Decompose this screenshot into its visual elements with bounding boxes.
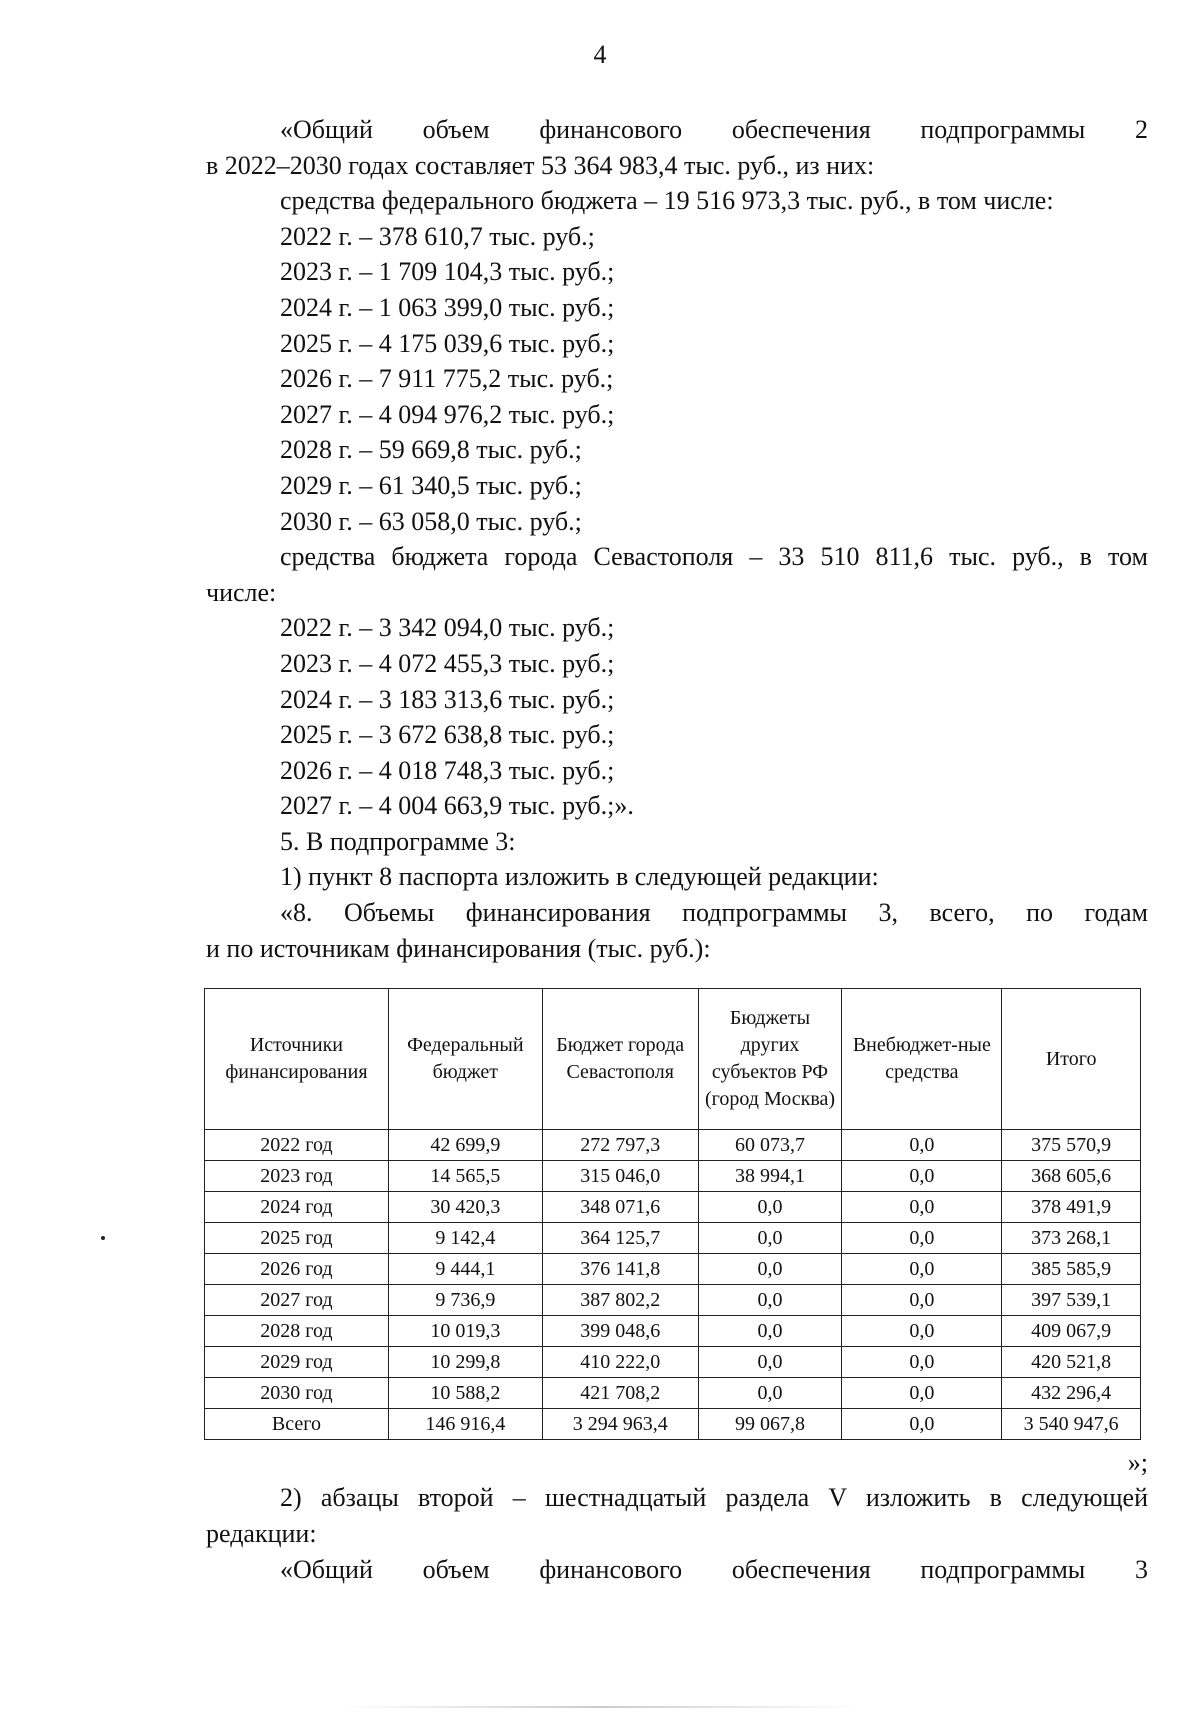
table-cell: 373 268,1 — [1002, 1223, 1141, 1254]
table-cell: 0,0 — [842, 1223, 1002, 1254]
table-cell: 10 588,2 — [388, 1378, 542, 1409]
table-cell: 432 296,4 — [1002, 1378, 1141, 1409]
section-5-quote-line-2: и по источникам финансирования (тыс. руб.): — [206, 933, 711, 963]
federal-year-line: 2022 г. – 378 610,7 тыс. руб.; — [280, 221, 595, 251]
table-cell: 99 067,8 — [698, 1409, 842, 1440]
table-cell: 0,0 — [842, 1161, 1002, 1192]
table-cell: 0,0 — [842, 1192, 1002, 1223]
city-heading-line-1: средства бюджета города Севастополя – 33 510 811,6 тыс. руб., в том — [280, 542, 1148, 572]
final-line: «Общий объем финансового обеспечения подпрограммы 3 — [280, 1555, 1148, 1584]
table-cell: 0,0 — [698, 1347, 842, 1378]
table-cell: 368 605,6 — [1002, 1161, 1141, 1192]
federal-heading: средства федерального бюджета – 19 516 973,3 тыс. руб., в том числе: — [280, 186, 1054, 216]
table-cell: 2026 год — [205, 1254, 389, 1285]
body-text-continued — [206, 1480, 1148, 1588]
table-cell: 421 708,2 — [542, 1378, 698, 1409]
federal-year-line: 2027 г. – 4 094 976,2 тыс. руб.; — [280, 399, 615, 429]
table-row — [205, 1161, 1141, 1192]
table-cell: 2028 год — [205, 1316, 389, 1347]
body-text — [206, 112, 1148, 966]
table-cell: 348 071,6 — [542, 1192, 698, 1223]
table-cell: 0,0 — [842, 1130, 1002, 1161]
city-year-line: 2027 г. – 4 004 663,9 тыс. руб.;». — [280, 791, 634, 821]
table-cell: 2023 год — [205, 1161, 389, 1192]
table-cell: 0,0 — [842, 1378, 1002, 1409]
table-cell: 3 294 963,4 — [542, 1409, 698, 1440]
table-closing-quote: »; — [1127, 1448, 1148, 1477]
table-cell: 2030 год — [205, 1378, 389, 1409]
table-header-row — [205, 989, 1141, 1130]
table-cell: 42 699,9 — [388, 1130, 542, 1161]
table-cell: 272 797,3 — [542, 1130, 698, 1161]
table-cell: 0,0 — [698, 1192, 842, 1223]
scan-edge-mark — [340, 1706, 860, 1708]
federal-year-line: 2023 г. – 1 709 104,3 тыс. руб.; — [280, 257, 615, 287]
federal-year-line: 2029 г. – 61 340,5 тыс. руб.; — [280, 470, 582, 500]
table-cell: 60 073,7 — [698, 1130, 842, 1161]
table-cell: 387 802,2 — [542, 1285, 698, 1316]
table-row — [205, 1192, 1141, 1223]
page-number: 4 — [593, 40, 607, 69]
table-cell: 409 067,9 — [1002, 1316, 1141, 1347]
table-cell: 378 491,9 — [1002, 1192, 1141, 1223]
table-cell: 2024 год — [205, 1192, 389, 1223]
table-row — [205, 1130, 1141, 1161]
federal-year-line: 2030 г. – 63 058,0 тыс. руб.; — [280, 506, 582, 536]
table-cell: 0,0 — [842, 1409, 1002, 1440]
table-cell: 10 019,3 — [388, 1316, 542, 1347]
table-cell: 399 048,6 — [542, 1316, 698, 1347]
table-row — [205, 1378, 1141, 1409]
table-cell: 10 299,8 — [388, 1347, 542, 1378]
table-cell: 397 539,1 — [1002, 1285, 1141, 1316]
table-cell: 376 141,8 — [542, 1254, 698, 1285]
intro-line-2: в 2022–2030 годах составляет 53 364 983,4 тыс. руб., из них: — [206, 150, 875, 180]
city-year-line: 2023 г. – 4 072 455,3 тыс. руб.; — [280, 648, 615, 678]
table-cell: 14 565,5 — [388, 1161, 542, 1192]
table-cell: 146 916,4 — [388, 1409, 542, 1440]
table-cell: 0,0 — [842, 1316, 1002, 1347]
item-2-line-2: редакции: — [206, 1519, 317, 1548]
table-cell: 3 540 947,6 — [1002, 1409, 1141, 1440]
financing-table — [204, 988, 1141, 1440]
table-cell: 9 142,4 — [388, 1223, 542, 1254]
table-cell: 0,0 — [698, 1378, 842, 1409]
table-cell: 9 736,9 — [388, 1285, 542, 1316]
section-5-quote-line-1: «8. Объемы финансирования подпрограммы 3, всего, по годам — [280, 898, 1148, 928]
table-row — [205, 1316, 1141, 1347]
table-cell: 0,0 — [842, 1254, 1002, 1285]
table-cell: 0,0 — [698, 1223, 842, 1254]
scan-dot-mark — [101, 1236, 105, 1240]
city-year-line: 2024 г. – 3 183 313,6 тыс. руб.; — [280, 684, 615, 714]
table-row — [205, 1285, 1141, 1316]
table-cell: 2027 год — [205, 1285, 389, 1316]
federal-year-line: 2024 г. – 1 063 399,0 тыс. руб.; — [280, 292, 615, 322]
table-cell: 2029 год — [205, 1347, 389, 1378]
table-total-row — [205, 1409, 1141, 1440]
city-year-line: 2022 г. – 3 342 094,0 тыс. руб.; — [280, 613, 615, 643]
header-extrabudgetary: Внебюджет-ные средства — [842, 989, 1002, 1130]
header-total: Итого — [1002, 989, 1141, 1130]
header-sources: Источники финансирования — [205, 989, 389, 1130]
city-year-line: 2025 г. – 3 672 638,8 тыс. руб.; — [280, 720, 615, 750]
table-cell: 30 420,3 — [388, 1192, 542, 1223]
section-5-title: 5. В подпрограмме 3: — [280, 826, 516, 856]
table-row — [205, 1347, 1141, 1378]
header-other-regions: Бюджеты других субъектов РФ (город Москва) — [698, 989, 842, 1130]
intro-line-1: «Общий объем финансового обеспечения подпрограммы 2 — [280, 115, 1148, 144]
table-cell: 364 125,7 — [542, 1223, 698, 1254]
section-5-item-1: 1) пункт 8 паспорта изложить в следующей редакции: — [280, 862, 879, 892]
city-year-line: 2026 г. – 4 018 748,3 тыс. руб.; — [280, 755, 615, 785]
table-cell: 0,0 — [698, 1316, 842, 1347]
table-cell: 0,0 — [842, 1347, 1002, 1378]
table-cell: 0,0 — [698, 1285, 842, 1316]
table-cell: 0,0 — [842, 1285, 1002, 1316]
table-cell: 2025 год — [205, 1223, 389, 1254]
header-city: Бюджет города Севастополя — [542, 989, 698, 1130]
table-cell: 385 585,9 — [1002, 1254, 1141, 1285]
header-federal: Федеральный бюджет — [388, 989, 542, 1130]
federal-year-line: 2025 г. – 4 175 039,6 тыс. руб.; — [280, 328, 615, 358]
table-cell: 375 570,9 — [1002, 1130, 1141, 1161]
table-cell: 38 994,1 — [698, 1161, 842, 1192]
table-row — [205, 1223, 1141, 1254]
federal-year-line: 2028 г. – 59 669,8 тыс. руб.; — [280, 435, 582, 465]
table-row — [205, 1254, 1141, 1285]
city-heading-line-2: числе: — [206, 577, 277, 607]
table-cell: Всего — [205, 1409, 389, 1440]
table-cell: 420 521,8 — [1002, 1347, 1141, 1378]
table-cell: 0,0 — [698, 1254, 842, 1285]
table-cell: 315 046,0 — [542, 1161, 698, 1192]
table-cell: 2022 год — [205, 1130, 389, 1161]
table-cell: 9 444,1 — [388, 1254, 542, 1285]
table-cell: 410 222,0 — [542, 1347, 698, 1378]
federal-year-line: 2026 г. – 7 911 775,2 тыс. руб.; — [280, 364, 614, 394]
item-2-line-1: 2) абзацы второй – шестнадцатый раздела V изложить в следующей — [280, 1483, 1148, 1512]
